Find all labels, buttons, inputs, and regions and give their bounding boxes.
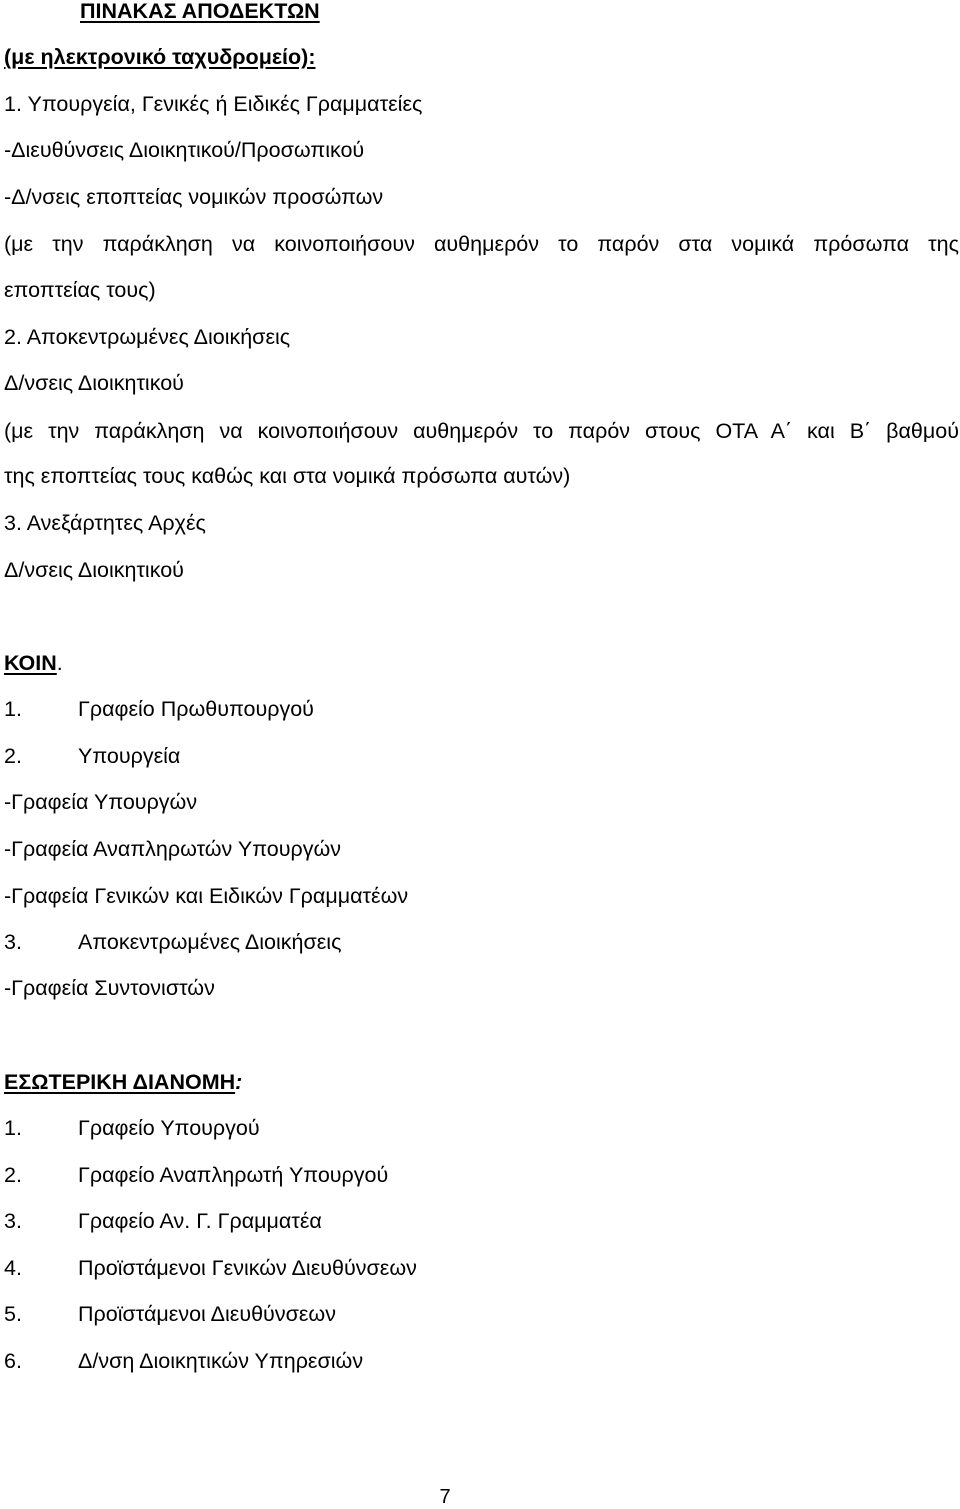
- list-item-text: Προϊστάμενοι Διευθύνσεων: [78, 1302, 336, 1326]
- internal-heading-row: [4, 1069, 242, 1095]
- list-item-text: Γραφείο Υπουργού: [78, 1116, 260, 1140]
- list-item-text: Γραφείο Πρωθυπουργού: [78, 697, 314, 721]
- list-item: -Γραφεία Γενικών και Ειδικών Γραμματέων: [4, 884, 409, 908]
- koin-heading: ΚΟΙΝ: [4, 651, 57, 675]
- recipient-line: (με την παράκληση να κοινοποιήσουν αυθημερόν το παρόν στα νομικά πρόσωπα της: [4, 232, 959, 256]
- recipient-line: -Διευθύνσεις Διοικητικού/Προσωπικού: [4, 138, 365, 162]
- list-item-number: 2.: [4, 744, 22, 768]
- list-item: [4, 1115, 260, 1141]
- list-item-text: Γραφείο Αν. Γ. Γραμματέα: [78, 1209, 322, 1233]
- list-item: [4, 743, 180, 769]
- list-item: [4, 1208, 322, 1234]
- list-item-number: 6.: [4, 1349, 22, 1373]
- list-item: -Γραφεία Συντονιστών: [4, 976, 215, 1000]
- list-item: [4, 1301, 336, 1327]
- recipient-line: εποπτείας τους): [4, 278, 156, 302]
- list-item: [4, 1348, 363, 1374]
- list-item-number: 1.: [4, 697, 22, 721]
- recipients-subheading: (με ηλεκτρονικό ταχυδρομείο):: [4, 45, 316, 69]
- list-item-text: Αποκεντρωμένες Διοικήσεις: [78, 930, 342, 954]
- list-item: [4, 929, 341, 955]
- koin-heading-row: [4, 650, 63, 676]
- list-item-text: Δ/νση Διοικητικών Υπηρεσιών: [78, 1349, 364, 1373]
- page-number: 7: [439, 1486, 451, 1508]
- recipient-line: Δ/νσεις Διοικητικού: [4, 371, 184, 395]
- list-item: -Γραφεία Υπουργών: [4, 790, 198, 814]
- list-item: [4, 1255, 417, 1281]
- list-item-number: 3.: [4, 930, 22, 954]
- recipient-line: Δ/νσεις Διοικητικού: [4, 558, 184, 582]
- list-item-number: 3.: [4, 1209, 22, 1233]
- koin-heading-suffix: .: [56, 651, 63, 675]
- recipients-heading: ΠΙΝΑΚΑΣ ΑΠΟΔΕΚΤΩΝ: [80, 0, 320, 23]
- list-item: [4, 696, 314, 722]
- list-item-number: 4.: [4, 1256, 22, 1280]
- recipient-line: της εποπτείας τους καθώς και στα νομικά πρόσωπα αυτών): [4, 464, 571, 488]
- list-item-text: Γραφείο Αναπληρωτή Υπουργού: [78, 1163, 389, 1187]
- list-item-number: 2.: [4, 1163, 22, 1187]
- list-item-text: Προϊστάμενοι Γενικών Διευθύνσεων: [78, 1256, 417, 1280]
- recipient-line: 2. Αποκεντρωμένες Διοικήσεις: [4, 325, 291, 349]
- list-item-number: 5.: [4, 1302, 22, 1326]
- list-item: [4, 1162, 388, 1188]
- list-item-number: 1.: [4, 1116, 22, 1140]
- recipient-line: 1. Υπουργεία, Γενικές ή Ειδικές Γραμματείες: [4, 92, 423, 116]
- recipient-line: 3. Ανεξάρτητες Αρχές: [4, 511, 206, 535]
- list-item: -Γραφεία Αναπληρωτών Υπουργών: [4, 837, 341, 861]
- internal-heading-suffix: :: [235, 1070, 243, 1094]
- list-item-text: Υπουργεία: [78, 744, 181, 768]
- internal-heading: ΕΣΩΤΕΡΙΚΗ ΔΙΑΝΟΜΗ: [4, 1070, 236, 1094]
- recipient-line: -Δ/νσεις εποπτείας νομικών προσώπων: [4, 185, 384, 209]
- recipient-line: (με την παράκληση να κοινοποιήσουν αυθημερόν το παρόν στους ΟΤΑ Α΄ και Β΄ βαθμού: [4, 419, 959, 443]
